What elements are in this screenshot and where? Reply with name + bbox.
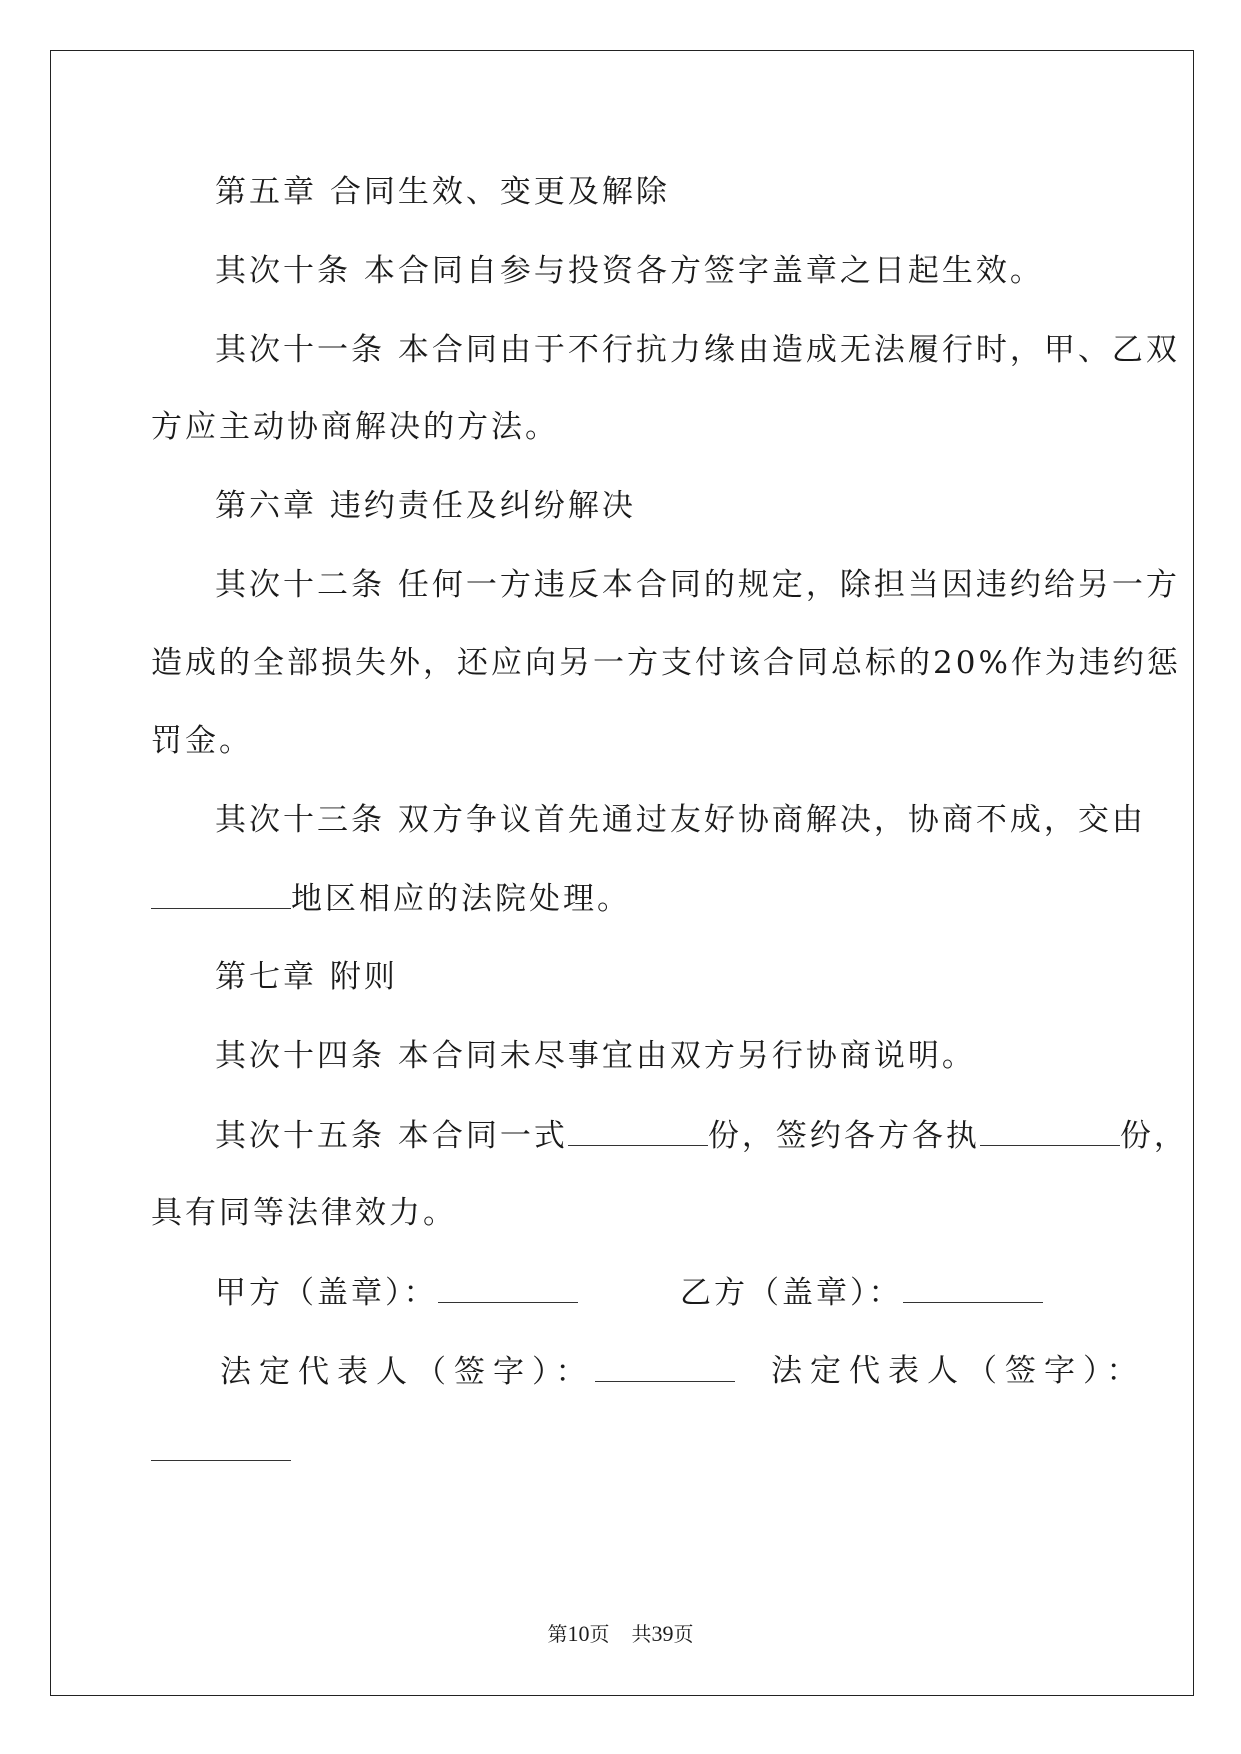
article-22-line-2: 造成的全部损失外，还应向另一方支付该合同总标的20%作为违约惩 xyxy=(151,645,1181,681)
party-b-rep-blank xyxy=(151,1430,291,1461)
article-21-line-1: 其次十一条 本合同由于不行抗力缘由造成无法履行时，甲、乙双 xyxy=(215,332,1180,368)
article-22-line-1: 其次十二条 任何一方违反本合同的规定，除担当因违约给另一方 xyxy=(215,567,1180,603)
court-region-blank xyxy=(151,878,291,909)
footer-total-prefix: 共 xyxy=(631,1624,652,1646)
article-25-line-2: 具有同等法律效力。 xyxy=(151,1195,457,1231)
article-25-text-b: 份，签约各方各执 xyxy=(707,1118,980,1154)
party-b-rep-label: 法定代表人（签字）： xyxy=(771,1353,1146,1389)
article-20: 其次十条 本合同自参与投资各方签字盖章之日起生效。 xyxy=(215,253,1044,289)
footer-total-pages: 39 xyxy=(651,1621,674,1646)
footer-page-number: 10 xyxy=(567,1621,590,1646)
footer-page-prefix: 第 xyxy=(547,1624,568,1646)
article-23-text: 地区相应的法院处理。 xyxy=(291,881,631,917)
party-a-seal-label: 甲方（盖章）： xyxy=(215,1275,438,1311)
party-b-seal-label: 乙方（盖章）： xyxy=(680,1275,903,1311)
party-a-seal xyxy=(215,1272,578,1313)
chapter-5-heading: 第五章 合同生效、变更及解除 xyxy=(215,174,670,210)
chapter-7-heading: 第七章 附则 xyxy=(215,959,398,995)
footer-total-suffix: 页 xyxy=(673,1624,694,1646)
party-b-seal-blank xyxy=(903,1272,1043,1303)
party-b-seal xyxy=(680,1272,1043,1313)
article-25-line-1 xyxy=(215,1115,1188,1156)
party-b-rep-line-2 xyxy=(151,1430,291,1471)
article-25-text-c: 份， xyxy=(1119,1118,1188,1154)
copies-count-blank xyxy=(568,1115,708,1146)
party-b-rep xyxy=(771,1351,1146,1391)
party-a-rep xyxy=(220,1351,735,1392)
page-footer xyxy=(0,1618,1241,1647)
article-23-line-2 xyxy=(151,878,631,919)
article-22-line-3: 罚金。 xyxy=(151,723,253,759)
party-a-rep-blank xyxy=(595,1351,735,1382)
article-23-line-1: 其次十三条 双方争议首先通过友好协商解决，协商不成，交由 xyxy=(215,802,1146,838)
article-21-line-2: 方应主动协商解决的方法。 xyxy=(151,409,559,445)
footer-page-suffix: 页 xyxy=(589,1624,610,1646)
article-24: 其次十四条 本合同未尽事宜由双方另行协商说明。 xyxy=(215,1038,976,1074)
article-25-text-a: 其次十五条 本合同一式 xyxy=(215,1118,568,1154)
party-a-seal-blank xyxy=(438,1272,578,1303)
party-a-rep-label: 法定代表人（签字）： xyxy=(220,1354,595,1390)
copies-each-blank xyxy=(980,1115,1120,1146)
chapter-6-heading: 第六章 违约责任及纠纷解决 xyxy=(215,488,636,524)
